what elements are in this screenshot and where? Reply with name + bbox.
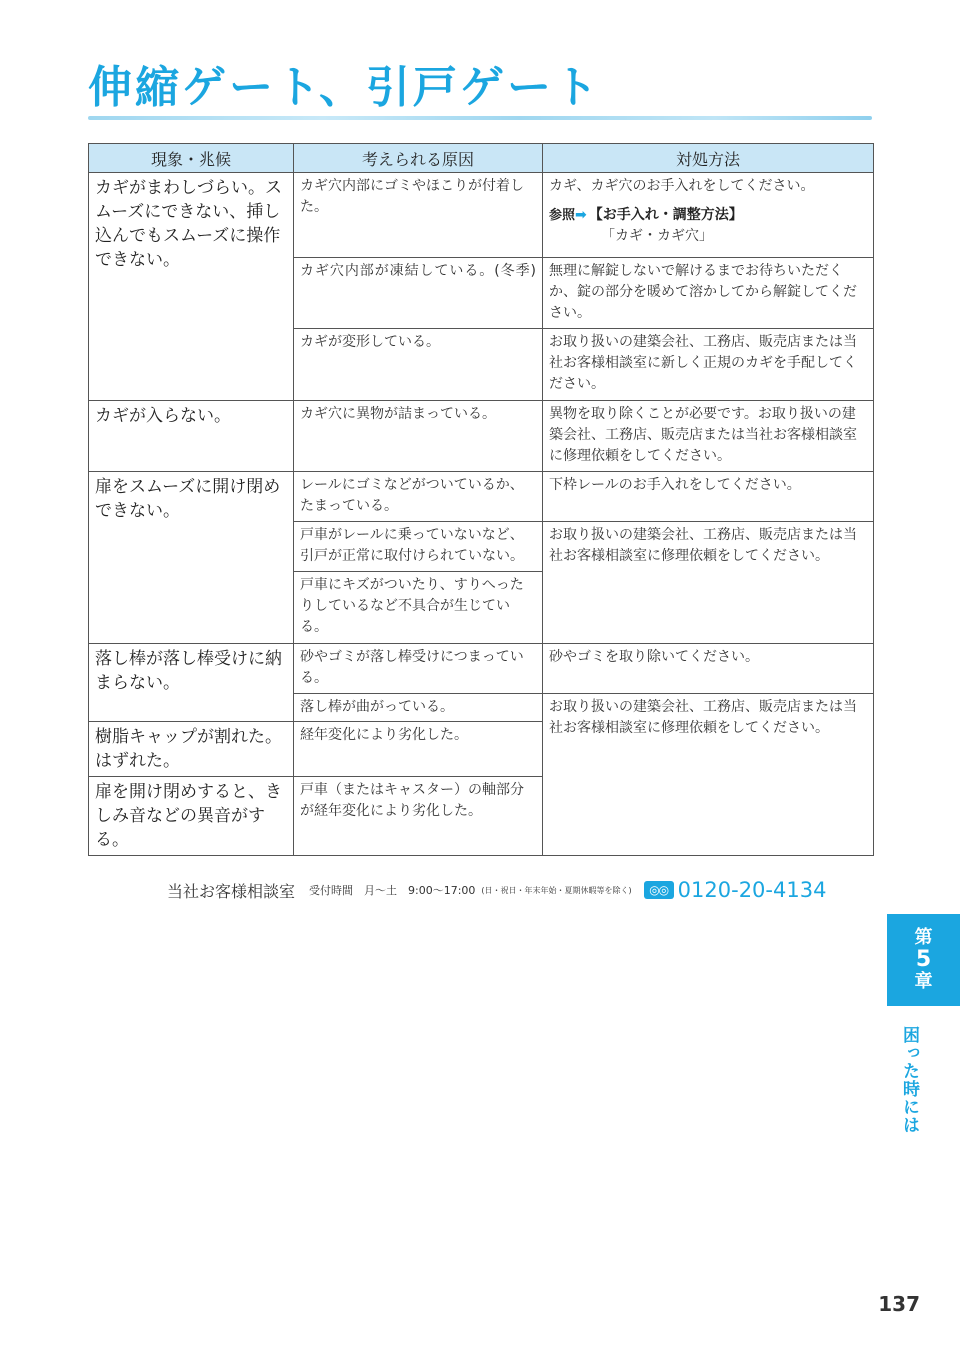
cause-cell: カギ穴内部にゴミやほこりが付着した。 — [294, 173, 543, 258]
troubleshooting-table — [88, 143, 874, 856]
chapter-label-bottom: 章 — [914, 971, 933, 992]
remedy-cell: 異物を取り除くことが必要です。お取り扱いの建築会社、工務店、販売店または当社お客様相談室に修理依頼をしてください。 — [543, 401, 874, 472]
cause-cell: 戸車（またはキャスター）の軸部分が経年変化により劣化した。 — [294, 777, 543, 856]
chapter-label-top: 第 — [914, 927, 933, 948]
title-underline — [88, 116, 872, 120]
contact-name: 当社お客様相談室 — [167, 881, 296, 901]
contact-hours-note: (日・祝日・年末年始・夏期休暇等を除く) — [481, 885, 632, 895]
cause-cell: レールにゴミなどがついているか、たまっている。 — [294, 472, 543, 522]
remedy-cell: お取り扱いの建築会社、工務店、販売店または当社お客様相談室に新しく正規のカギを手配してください。 — [543, 329, 874, 401]
cause-cell: カギ穴に異物が詰まっている。 — [294, 401, 543, 472]
remedy-cell: 下枠レールのお手入れをしてください。 — [543, 472, 874, 522]
cause-cell: 砂やゴミが落し棒受けにつまっている。 — [294, 644, 543, 694]
remedy-cell: お取り扱いの建築会社、工務店、販売店または当社お客様相談室に修理依頼をしてください。 — [543, 694, 874, 856]
header-remedy: 対処方法 — [543, 144, 874, 173]
contact-hours: 受付時間 月〜土 9:00〜17:00 — [309, 884, 476, 897]
arrow-right-icon: ➡ — [575, 207, 587, 223]
symptom-cell: カギが入らない。 — [89, 401, 294, 472]
free-dial-icon: ◎◎ — [644, 881, 674, 899]
reference-label: 参照 — [549, 208, 576, 223]
symptom-cell: カギがまわしづらい。スムーズにできない、挿し込んでもスムーズに操作できない。 — [89, 173, 294, 401]
reference-subtitle: 「カギ・カギ穴」 — [601, 228, 713, 244]
remedy-cell: 無理に解錠しないで解けるまでお待ちいただくか、錠の部分を暖めて溶かしてから解錠してください。 — [543, 258, 874, 329]
cause-cell: 戸車にキズがついたり、すりへったりしているなど不具合が生じている。 — [294, 572, 543, 644]
symptom-cell: 扉を開け閉めすると、きしみ音などの異音がする。 — [89, 777, 294, 856]
cause-cell: 落し棒が曲がっている。 — [294, 694, 543, 722]
symptom-cell: 落し棒が落し棒受けに納まらない。 — [89, 644, 294, 722]
cause-cell: カギ穴内部が凍結している。(冬季) — [294, 258, 543, 329]
symptom-cell: 樹脂キャップが割れた。はずれた。 — [89, 722, 294, 777]
cause-cell: 経年変化により劣化した。 — [294, 722, 543, 777]
reference-line — [549, 205, 867, 226]
cause-cell: 戸車がレールに乗っていないなど、引戸が正常に取付けられていない。 — [294, 522, 543, 572]
phone-number: 0120-20-4134 — [677, 878, 827, 902]
remedy-cell: 砂やゴミを取り除いてください。 — [543, 644, 874, 694]
table-row — [89, 472, 874, 522]
header-symptom: 現象・兆候 — [89, 144, 294, 173]
cause-cell: カギが変形している。 — [294, 329, 543, 401]
table-row — [89, 644, 874, 694]
chapter-number: 5 — [915, 947, 932, 972]
symptom-cell: 扉をスムーズに開け閉めできない。 — [89, 472, 294, 644]
page-number: 137 — [878, 1292, 920, 1316]
table-row — [89, 173, 874, 258]
chapter-title: 困った時には — [899, 1026, 919, 1134]
contact-info — [167, 876, 872, 904]
remedy-cell — [543, 173, 874, 258]
chapter-tab — [887, 914, 960, 1006]
table-header-row — [89, 144, 874, 173]
remedy-cell: お取り扱いの建築会社、工務店、販売店または当社お客様相談室に修理依頼をしてください。 — [543, 522, 874, 644]
reference-title: 【お手入れ・調整方法】 — [588, 207, 743, 223]
page-title: 伸縮ゲート、引戸ゲート — [88, 62, 602, 113]
remedy-text: カギ、カギ穴のお手入れをしてください。 — [549, 178, 815, 194]
header-cause: 考えられる原因 — [294, 144, 543, 173]
table-row — [89, 401, 874, 472]
